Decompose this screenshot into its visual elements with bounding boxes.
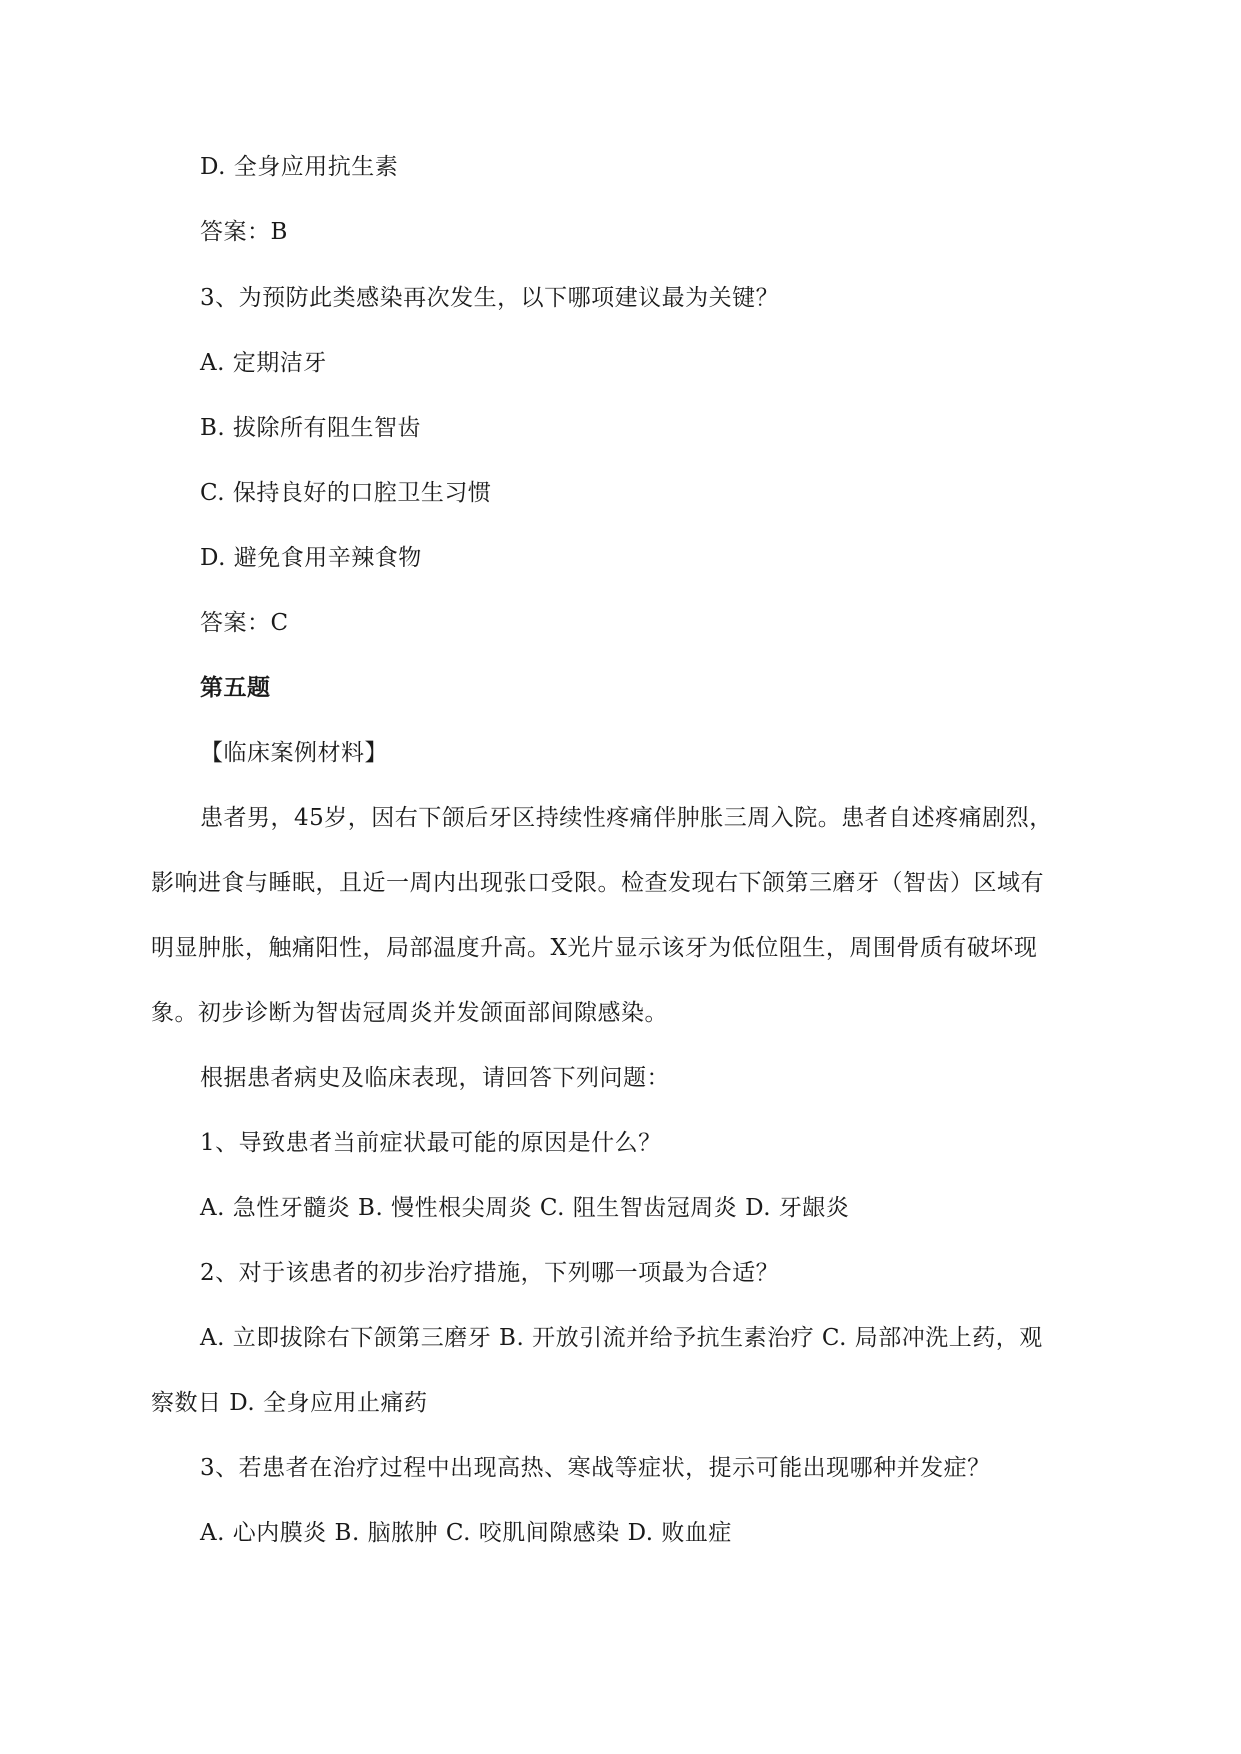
question-prompt: 根据患者病史及临床表现，请回答下列问题： <box>200 1065 670 1091</box>
prev-q3-option-c: C. 保持良好的口腔卫生习惯 <box>200 480 492 506</box>
prev-q3-option-b: B. 拔除所有阻生智齿 <box>200 415 422 441</box>
prev-q3-answer: 答案：C <box>200 610 289 636</box>
prev-q3-option-d: D. 避免食用辛辣食物 <box>200 545 422 571</box>
prev-option-d: D. 全身应用抗生素 <box>200 154 399 180</box>
case-line-1: 患者男，45岁，因右下颌后牙区持续性疼痛伴肿胀三周入院。患者自述疼痛剧烈， <box>200 805 1053 831</box>
material-label: 【临床案例材料】 <box>200 740 388 766</box>
q2-options-line-2: 察数日 D. 全身应用止痛药 <box>151 1390 428 1416</box>
prev-q3-question: 3、为预防此类感染再次发生，以下哪项建议最为关键？ <box>200 285 780 311</box>
prev-answer: 答案：B <box>200 219 288 245</box>
case-line-4: 象。初步诊断为智齿冠周炎并发颌面部间隙感染。 <box>151 1000 668 1026</box>
case-line-3: 明显肿胀，触痛阳性，局部温度升高。X光片显示该牙为低位阻生，周围骨质有破坏现 <box>151 935 1038 961</box>
q3-options: A. 心内膜炎 B. 脑脓肿 C. 咬肌间隙感染 D. 败血症 <box>200 1520 732 1546</box>
prev-q3-option-a: A. 定期洁牙 <box>200 350 327 376</box>
q2-options-line-1: A. 立即拔除右下颌第三磨牙 B. 开放引流并给予抗生素治疗 C. 局部冲洗上药，观 <box>200 1325 1043 1351</box>
q1-question: 1、导致患者当前症状最可能的原因是什么？ <box>200 1130 662 1156</box>
q3-question: 3、若患者在治疗过程中出现高热、寒战等症状，提示可能出现哪种并发症？ <box>200 1455 991 1481</box>
q1-options: A. 急性牙髓炎 B. 慢性根尖周炎 C. 阻生智齿冠周炎 D. 牙龈炎 <box>200 1195 850 1221</box>
section-title: 第五题 <box>200 674 271 701</box>
q2-question: 2、对于该患者的初步治疗措施，下列哪一项最为合适？ <box>200 1260 780 1286</box>
case-line-2: 影响进食与睡眠，且近一周内出现张口受限。检查发现右下颌第三磨牙（智齿）区域有 <box>151 870 1044 896</box>
